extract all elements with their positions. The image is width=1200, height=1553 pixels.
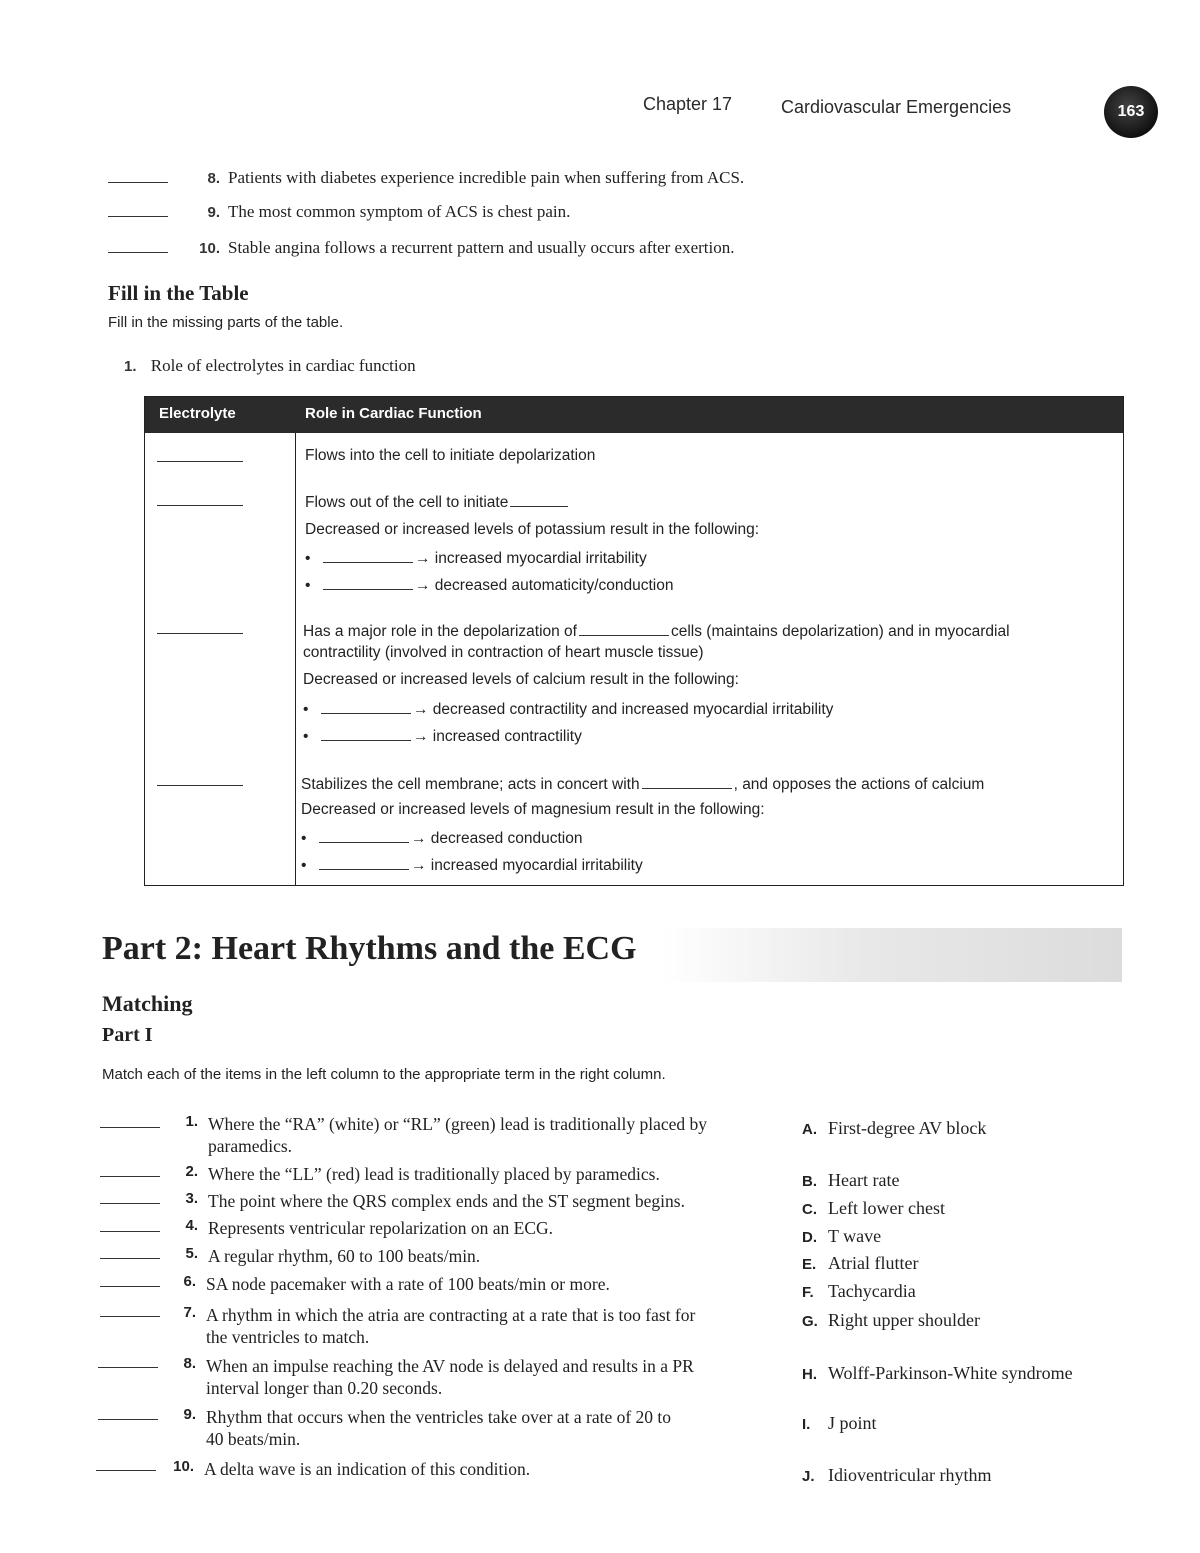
item-number: 9. xyxy=(207,204,220,221)
answer-blank[interactable] xyxy=(100,1316,160,1317)
answer-blank[interactable] xyxy=(323,548,413,563)
section-instruction: Match each of the items in the left column to the appropriate term in the right column. xyxy=(102,1066,666,1083)
answer-blank[interactable] xyxy=(321,726,411,741)
answer-blank[interactable] xyxy=(319,855,409,870)
page-number-badge: 163 xyxy=(1104,86,1158,138)
electrolyte-blank[interactable] xyxy=(157,461,243,462)
part-title: Part 2: Heart Rhythms and the ECG xyxy=(102,930,637,967)
chapter-title: Cardiovascular Emergencies xyxy=(781,97,1012,117)
role-text: Flows out of the cell to initiate xyxy=(305,492,570,512)
col-header-role: Role in Cardiac Function xyxy=(305,405,482,422)
term-item: E. Atrial flutter xyxy=(802,1253,919,1273)
item-text: Stable angina follows a recurrent pattern and usually occurs after exertion. xyxy=(228,238,735,257)
item-number: 10. xyxy=(173,1458,194,1475)
subsection-heading: Part I xyxy=(102,1024,153,1046)
item-number: 4. xyxy=(185,1217,198,1234)
answer-blank[interactable] xyxy=(108,202,168,217)
item-text: The point where the QRS complex ends and the ST segment begins. xyxy=(208,1191,685,1211)
term-item: F. Tachycardia xyxy=(802,1281,916,1301)
role-text: Decreased or increased levels of calcium result in the following: xyxy=(303,671,739,688)
bullet-item: • → increased contractility xyxy=(303,728,582,745)
item-number: 2. xyxy=(185,1163,198,1180)
item-number: 1. xyxy=(185,1113,198,1130)
column-divider xyxy=(295,433,296,885)
item-number: 8. xyxy=(183,1355,196,1372)
answer-blank[interactable] xyxy=(100,1176,160,1177)
tf-item xyxy=(108,238,868,264)
role-text: Has a major role in the depolarization of cells (maintains depolarization) and in myocardial xyxy=(303,623,1010,640)
item-number: 5. xyxy=(185,1245,198,1262)
term-item: G. Right upper shoulder xyxy=(802,1310,980,1330)
section-instruction: Fill in the missing parts of the table. xyxy=(108,314,344,331)
bullet-item: • → increased myocardial irritability xyxy=(305,550,647,567)
answer-blank[interactable] xyxy=(108,168,168,183)
role-text: contractility (involved in contraction of heart muscle tissue) xyxy=(303,644,704,661)
answer-blank[interactable] xyxy=(579,621,669,636)
electrolyte-table xyxy=(144,396,1124,886)
section-heading: Matching xyxy=(102,991,193,1016)
col-header-electrolyte: Electrolyte xyxy=(159,405,236,422)
table-caption xyxy=(124,356,416,376)
item-number: 9. xyxy=(183,1406,196,1423)
item-text: A regular rhythm, 60 to 100 beats/min. xyxy=(208,1246,481,1266)
item-text: When an impulse reaching the AV node is delayed and results in a PR xyxy=(206,1356,694,1376)
item-text: paramedics. xyxy=(208,1136,293,1156)
role-text: Decreased or increased levels of potassium result in the following: xyxy=(305,521,760,538)
term-item: H. Wolff-Parkinson-White syndrome xyxy=(802,1363,1073,1383)
bullet-item: • → decreased automaticity/conduction xyxy=(305,577,674,594)
answer-blank[interactable] xyxy=(642,774,732,789)
bullet-item: • → decreased contractility and increased myocardial irritability xyxy=(303,701,834,718)
item-text: interval longer than 0.20 seconds. xyxy=(206,1378,443,1398)
chapter-label: Chapter 17 xyxy=(643,94,733,114)
item-text: Where the “RA” (white) or “RL” (green) lead is traditionally placed by xyxy=(208,1114,708,1134)
item-text: SA node pacemaker with a rate of 100 beats/min or more. xyxy=(206,1274,610,1294)
item-text: The most common symptom of ACS is chest pain. xyxy=(228,202,571,221)
role-text: Stabilizes the cell membrane; acts in concert with , and opposes the actions of calcium xyxy=(301,776,985,793)
answer-blank[interactable] xyxy=(100,1127,160,1128)
answer-blank[interactable] xyxy=(510,492,568,507)
term-item: C. Left lower chest xyxy=(802,1198,945,1218)
caption-text: Role of electrolytes in cardiac function xyxy=(150,356,416,375)
item-text: Patients with diabetes experience incredible pain when suffering from ACS. xyxy=(228,168,745,187)
tf-item xyxy=(108,202,868,228)
term-item: A. First-degree AV block xyxy=(802,1118,987,1138)
answer-blank[interactable] xyxy=(100,1258,160,1259)
term-item: D. T wave xyxy=(802,1226,882,1246)
item-text: Where the “LL” (red) lead is traditionally placed by paramedics. xyxy=(208,1164,660,1184)
bullet-item: • → increased myocardial irritability xyxy=(301,857,643,874)
caption-number: 1. xyxy=(124,358,137,375)
answer-blank[interactable] xyxy=(319,828,409,843)
item-text: A delta wave is an indication of this condition. xyxy=(204,1459,531,1479)
term-item: J. Idioventricular rhythm xyxy=(802,1465,992,1485)
item-text: 40 beats/min. xyxy=(206,1429,301,1449)
answer-blank[interactable] xyxy=(96,1470,156,1471)
term-item: B. Heart rate xyxy=(802,1170,900,1190)
answer-blank[interactable] xyxy=(100,1231,160,1232)
item-number: 6. xyxy=(183,1273,196,1290)
item-text: the ventricles to match. xyxy=(206,1327,370,1347)
item-number: 3. xyxy=(185,1190,198,1207)
item-number: 8. xyxy=(207,170,220,187)
electrolyte-blank[interactable] xyxy=(157,633,243,634)
answer-blank[interactable] xyxy=(98,1367,158,1368)
item-text: A rhythm in which the atria are contracting at a rate that is too fast for xyxy=(206,1305,696,1325)
item-text: Represents ventricular repolarization on an ECG. xyxy=(208,1218,554,1238)
term-item: I. J point xyxy=(802,1413,877,1433)
bullet-item: • → decreased conduction xyxy=(301,830,583,847)
answer-blank[interactable] xyxy=(98,1419,158,1420)
answer-blank[interactable] xyxy=(108,238,168,253)
item-number: 10. xyxy=(199,240,220,257)
answer-blank[interactable] xyxy=(100,1286,160,1287)
tf-item xyxy=(108,168,868,194)
item-number: 7. xyxy=(183,1304,196,1321)
role-text: Decreased or increased levels of magnesium result in the following: xyxy=(301,801,765,818)
answer-blank[interactable] xyxy=(321,699,411,714)
electrolyte-blank[interactable] xyxy=(157,785,243,786)
electrolyte-blank[interactable] xyxy=(157,505,243,506)
table-header xyxy=(145,397,1123,433)
answer-blank[interactable] xyxy=(323,575,413,590)
role-text: Flows into the cell to initiate depolarization xyxy=(305,447,596,464)
answer-blank[interactable] xyxy=(100,1203,160,1204)
item-text: Rhythm that occurs when the ventricles take over at a rate of 20 to xyxy=(206,1407,672,1427)
section-heading: Fill in the Table xyxy=(108,281,249,305)
